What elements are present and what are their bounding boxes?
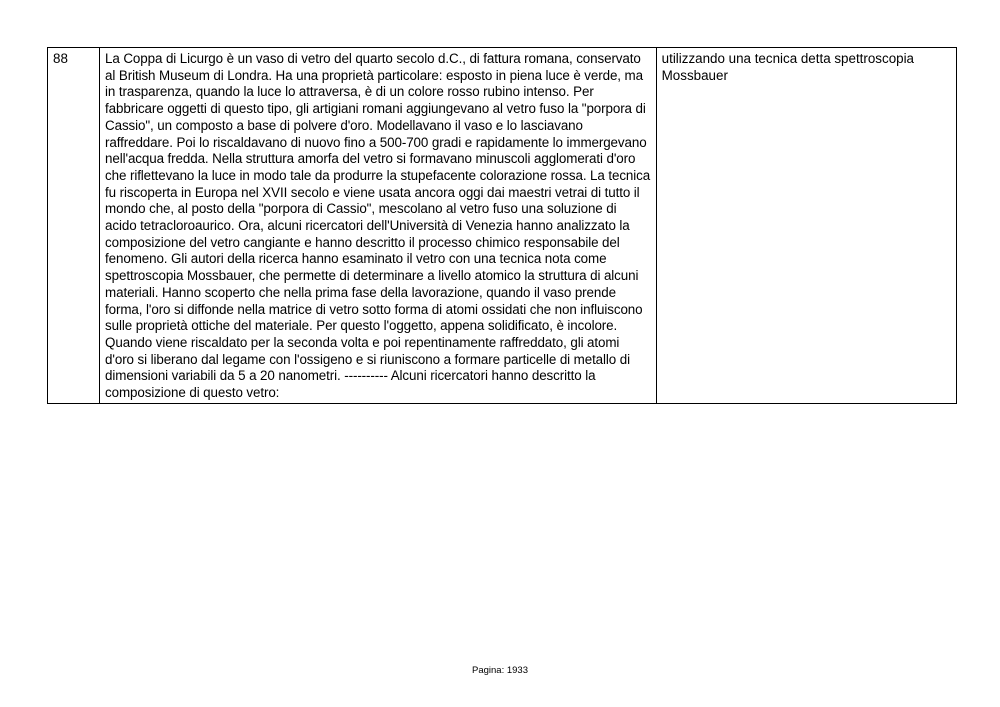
table-row — [48, 48, 957, 404]
question-table — [47, 47, 957, 404]
page-number: Pagina: 1933 — [472, 665, 528, 676]
question-text-cell: La Coppa di Licurgo è un vaso di vetro del quarto secolo d.C., di fattura romana, conservato al British Museum di Londra. Ha una proprietà particolare: esposto in piena luce è verde, ma in trasparenza, quando la luce lo attraversa, è di un colore rosso rubino intenso. Per fabbricare oggetti di questo tipo, gli artigiani romani aggiungevano al vetro fuso la "porpora di Cassio", un composto a base di polvere d'oro. Modellavano il vaso e lo lasciavano raffreddare. Poi lo riscaldavano di nuovo fino a 500-700 gradi e rapidamente lo immergevano nell'acqua fredda. Nella struttura amorfa del vetro si formavano minuscoli agglomerati d'oro che riflettevano la luce in modo tale da produrre la stupefacente colorazione rossa. La tecnica fu riscoperta in Europa nel XVII secolo e viene usata ancora oggi dai maestri vetrai di tutto il mondo che, al posto della "porpora di Cassio", mescolano al vetro fuso una soluzione di acido tetracloroaurico. Ora, alcuni ricercatori dell'Università di Venezia hanno analizzato la composizione del vetro cangiante e hanno descritto il processo chimico responsabile del fenomeno. Gli autori della ricerca hanno esaminato il vetro con una tecnica nota come spettroscopia Mossbauer, che permette di determinare a livello atomico la struttura di alcuni materiali. Hanno scoperto che nella prima fase della lavorazione, quando il vaso prende forma, l'oro si diffonde nella matrice di vetro sotto forma di atomi ossidati che non influiscono sulle proprietà ottiche del materiale. Per questo l'oggetto, appena solidificato, è incolore. Quando viene riscaldato per la seconda volta e poi repentinamente raffreddato, gli atomi d'oro si liberano dal legame con l'ossigeno e si riuniscono a formare particelle di metallo di dimensioni variabili da 5 a 20 nanometri. ---------- Alcuni ricercatori hanno descritto la composizione di questo vetro: — [100, 48, 657, 404]
question-number-cell: 88 — [48, 48, 100, 404]
answer-cell: utilizzando una tecnica detta spettroscopia Mossbauer — [656, 48, 956, 404]
